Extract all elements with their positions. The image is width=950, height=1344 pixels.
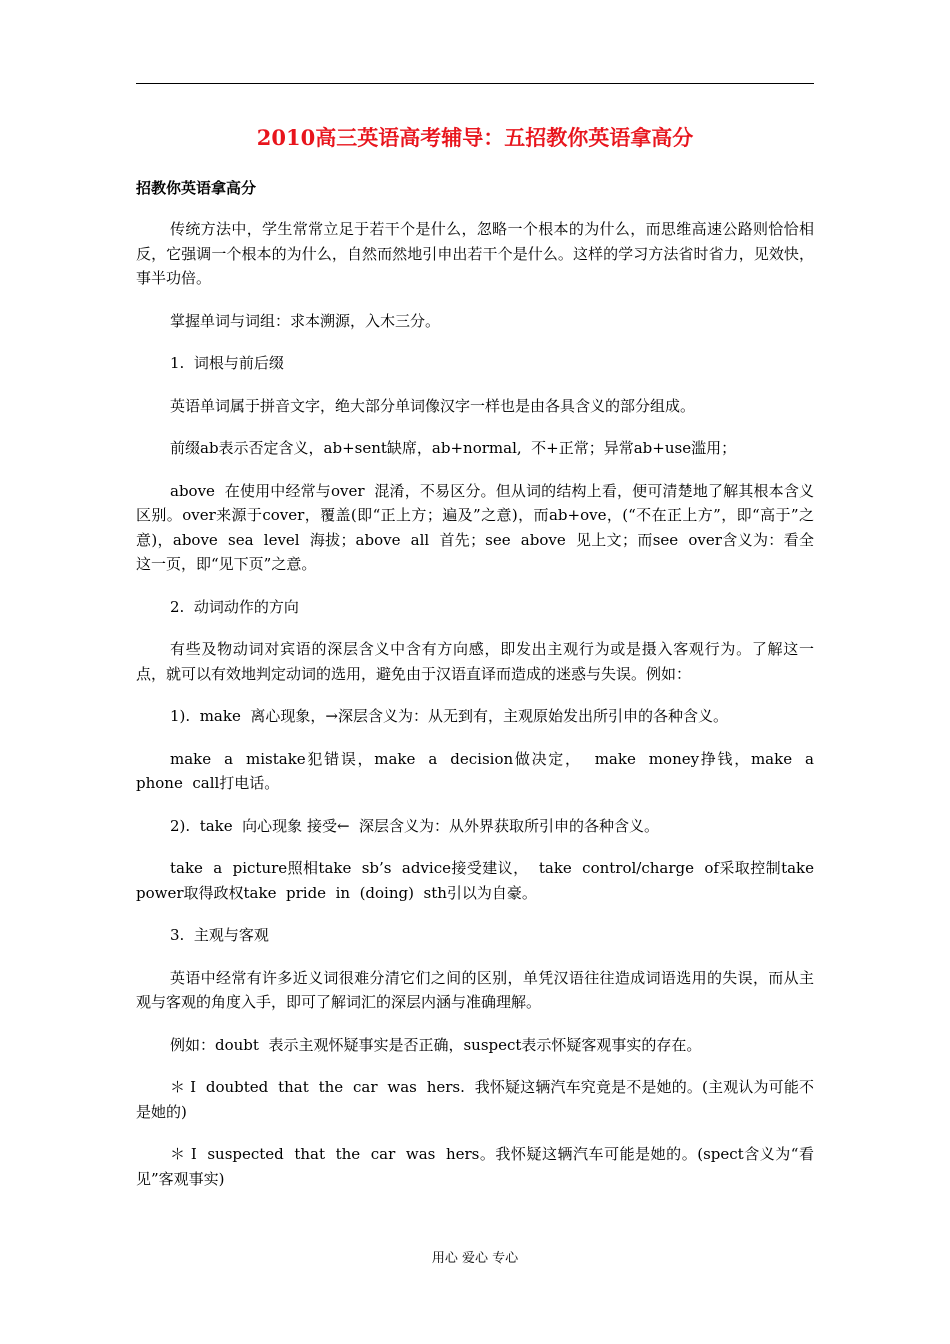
section-heading: 1. 词根与前后缀	[170, 354, 284, 372]
section-heading: 3. 主观与客观	[170, 926, 269, 944]
paragraph: 前缀ab表示否定含义，ab+sent缺席，ab+normal, 不+正常；异常ab+use滥用；	[170, 439, 737, 457]
paragraph: 例如：doubt 表示主观怀疑事实是否正确，suspect表示怀疑客观事实的存在。	[170, 1035, 702, 1054]
example-paragraph: take a picture照相take sb’s advice接受建议， take control/charge of采取控制take power取得政权take pride in (doing) sth引以为自豪。	[136, 859, 824, 902]
paragraph: 2). take 向心现象 接受← 深层含义为：从外界获取所引申的各种含义。	[170, 816, 660, 835]
paragraph: 1). make 离心现象，→深层含义为：从无到有，主观原始发出所引申的各种含义。	[170, 707, 728, 725]
example-paragraph: ＊ I doubted that the car was hers. 我怀疑这辆汽车究竟是不是她的。(主观认为可能不是她的)	[136, 1078, 814, 1121]
paragraph: 传统方法中，学生常常立足于若干个是什么，忽略一个根本的为什么，而思维高速公路则恰恰相反，它强调一个根本的为什么，自然而然地引申出若干个是什么。这样的学习方法省时省力，见效快，事半功倍。	[136, 220, 814, 287]
header-rule	[136, 83, 814, 84]
example-paragraph: ＊ I suspected that the car was hers。我怀疑这辆汽车可能是她的。(spect含义为“看见”客观事实)	[136, 1145, 814, 1188]
section-heading: 2. 动词动作的方向	[170, 597, 299, 616]
document-body	[136, 118, 824, 1209]
paragraph: 英语单词属于拼音文字，绝大部分单词像汉字一样也是由各具含义的部分组成。	[170, 396, 696, 415]
document-title: 2010高三英语高考辅导：五招教你英语拿高分	[256, 125, 694, 150]
paragraph: 英语中经常有许多近义词很难分清它们之间的区别，单凭汉语往往造成词语选用的失误，而从主观与客观的角度入手，即可了解词汇的深层内涵与准确理解。	[136, 968, 814, 1011]
paragraph: above 在使用中经常与over 混淆，不易区分。但从词的结构上看，便可清楚地了解其根本含义区别。over来源于cover，覆盖(即“正上方；遍及”之意)，而ab+ove，(“不在正上方”，即“高于”之意)，above sea level 海拔；above all 首先；see above 见上文；而see over含义为：看全这一页，即“见下页”之意。	[136, 481, 814, 573]
example-paragraph: make a mistake犯错误，make a decision做决定， make money挣钱，make a phone call打电话。	[136, 749, 824, 792]
section-subheading: 招教你英语拿高分	[136, 179, 257, 197]
paragraph: 有些及物动词对宾语的深层含义中含有方向感，即发出主观行为或是摄入客观行为。了解这一点，就可以有效地判定动词的选用，避免由于汉语直译而造成的迷惑与失误。例如：	[136, 640, 814, 683]
page-footer: 用心 爱心 专心	[431, 1251, 519, 1266]
paragraph: 掌握单词与词组：求本溯源，入木三分。	[170, 311, 441, 330]
